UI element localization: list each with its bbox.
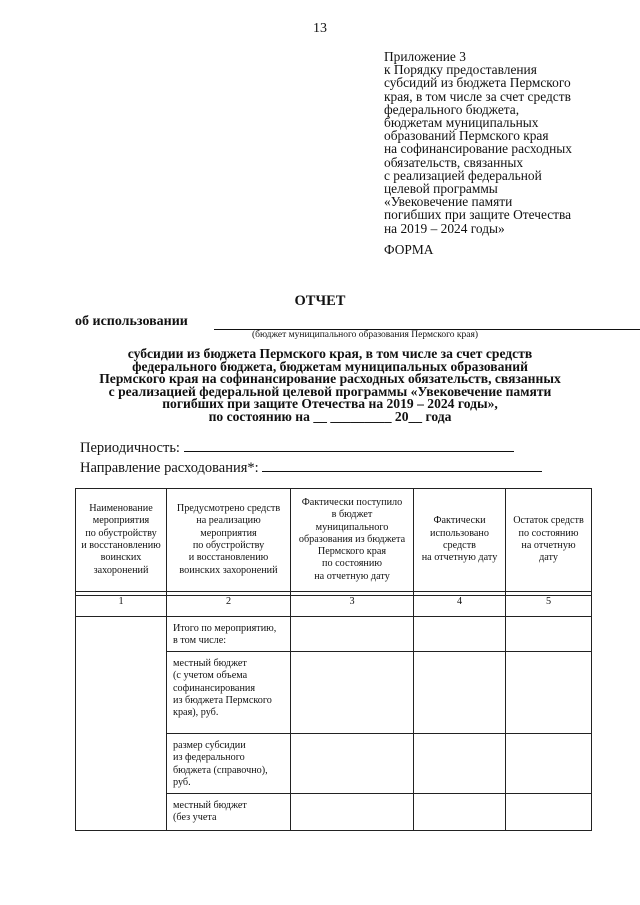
header-cell: Фактически поступило в бюджет муниципального образования из бюджета Пермского края по состоянию на отчетную дату xyxy=(291,489,414,592)
value-cell[interactable] xyxy=(506,617,592,652)
appendix-line: субсидий из бюджета Пермского xyxy=(384,75,571,91)
column-number: 5 xyxy=(506,596,592,617)
appendix-line: на софинансирование расходных xyxy=(384,141,572,157)
value-cell[interactable] xyxy=(414,734,506,794)
column-number: 4 xyxy=(414,596,506,617)
subsidy-line: федерального бюджета, бюджетам муниципальных образований xyxy=(132,358,528,374)
column-number: 2 xyxy=(167,596,291,617)
appendix-line: бюджетам муниципальных xyxy=(384,115,539,131)
header-cell: Предусмотрено средств на реализацию мероприятия по обустройству и восстановлению воинских захоронений xyxy=(167,489,291,592)
value-cell[interactable] xyxy=(506,794,592,831)
form-label: ФОРМА xyxy=(384,242,434,257)
appendix-line: целевой программы xyxy=(384,181,498,197)
subsidy-line: по состоянию на __ _________ 20__ года xyxy=(208,408,452,424)
column-number-row xyxy=(76,596,592,617)
header-cell: Наименование мероприятия по обустройству и восстановлению воинских захоронений xyxy=(76,489,167,592)
value-cell[interactable] xyxy=(414,794,506,831)
value-cell[interactable] xyxy=(291,652,414,734)
appendix-line: на 2019 – 2024 годы» xyxy=(384,220,505,236)
header-cell: Фактически использовано средств на отчетную дату xyxy=(414,489,506,592)
direction-row xyxy=(80,460,542,477)
appendix-line: с реализацией федеральной xyxy=(384,167,542,183)
appendix-block xyxy=(384,50,634,235)
row-label: размер субсидии из федерального бюджета (справочно), руб. xyxy=(167,734,291,794)
appendix-line: федерального бюджета, xyxy=(384,101,520,117)
value-cell[interactable] xyxy=(291,734,414,794)
usage-row xyxy=(75,314,595,330)
value-cell[interactable] xyxy=(414,617,506,652)
subsidy-line: Пермского края на софинансирование расходных обязательств, связанных xyxy=(99,371,561,387)
table-row xyxy=(76,617,592,652)
appendix-line: к Порядку предоставления xyxy=(384,62,537,78)
appendix-line: погибших при защите Отечества xyxy=(384,207,572,223)
subsidy-line: погибших при защите Отечества на 2019 – 2024 годы», xyxy=(162,396,498,412)
value-cell[interactable] xyxy=(291,617,414,652)
usage-note: (бюджет муниципального образования Пермского края) xyxy=(252,330,478,340)
subsidy-line: субсидии из бюджета Пермского края, в том числе за счет средств xyxy=(127,346,533,361)
periodicity-field[interactable] xyxy=(184,440,514,452)
event-name-cell[interactable] xyxy=(76,617,167,831)
usage-label: об использовании xyxy=(75,314,188,329)
periodicity-label: Периодичность: xyxy=(80,440,180,456)
row-label: местный бюджет (без учета xyxy=(167,794,291,831)
appendix-line: обязательств, связанных xyxy=(384,154,524,170)
direction-field[interactable] xyxy=(262,460,542,472)
column-number: 1 xyxy=(76,596,167,617)
value-cell[interactable] xyxy=(291,794,414,831)
value-cell[interactable] xyxy=(506,734,592,794)
appendix-line: образований Пермского края xyxy=(384,128,549,144)
appendix-line: Приложение 3 xyxy=(384,49,466,64)
appendix-line: края, в том числе за счет средств xyxy=(384,88,571,104)
direction-label: Направление расходования*: xyxy=(80,460,259,476)
row-label: Итого по мероприятию, в том числе: xyxy=(167,617,291,652)
appendix-line: «Увековечение памяти xyxy=(384,194,513,210)
header-cell: Остаток средств по состоянию на отчетную дату xyxy=(506,489,592,592)
periodicity-row xyxy=(80,440,514,457)
subsidy-line: с реализацией федеральной целевой программы «Увековечение памяти xyxy=(108,383,552,399)
table-header-row xyxy=(76,489,592,592)
row-label: местный бюджет (с учетом объема софинансирования из бюджета Пермского края), руб. xyxy=(167,652,291,734)
value-cell[interactable] xyxy=(506,652,592,734)
subsidy-description xyxy=(60,348,600,424)
report-title: ОТЧЕТ xyxy=(294,293,346,309)
page-number: 13 xyxy=(313,21,327,36)
value-cell[interactable] xyxy=(414,652,506,734)
column-number: 3 xyxy=(291,596,414,617)
report-table xyxy=(75,488,592,831)
